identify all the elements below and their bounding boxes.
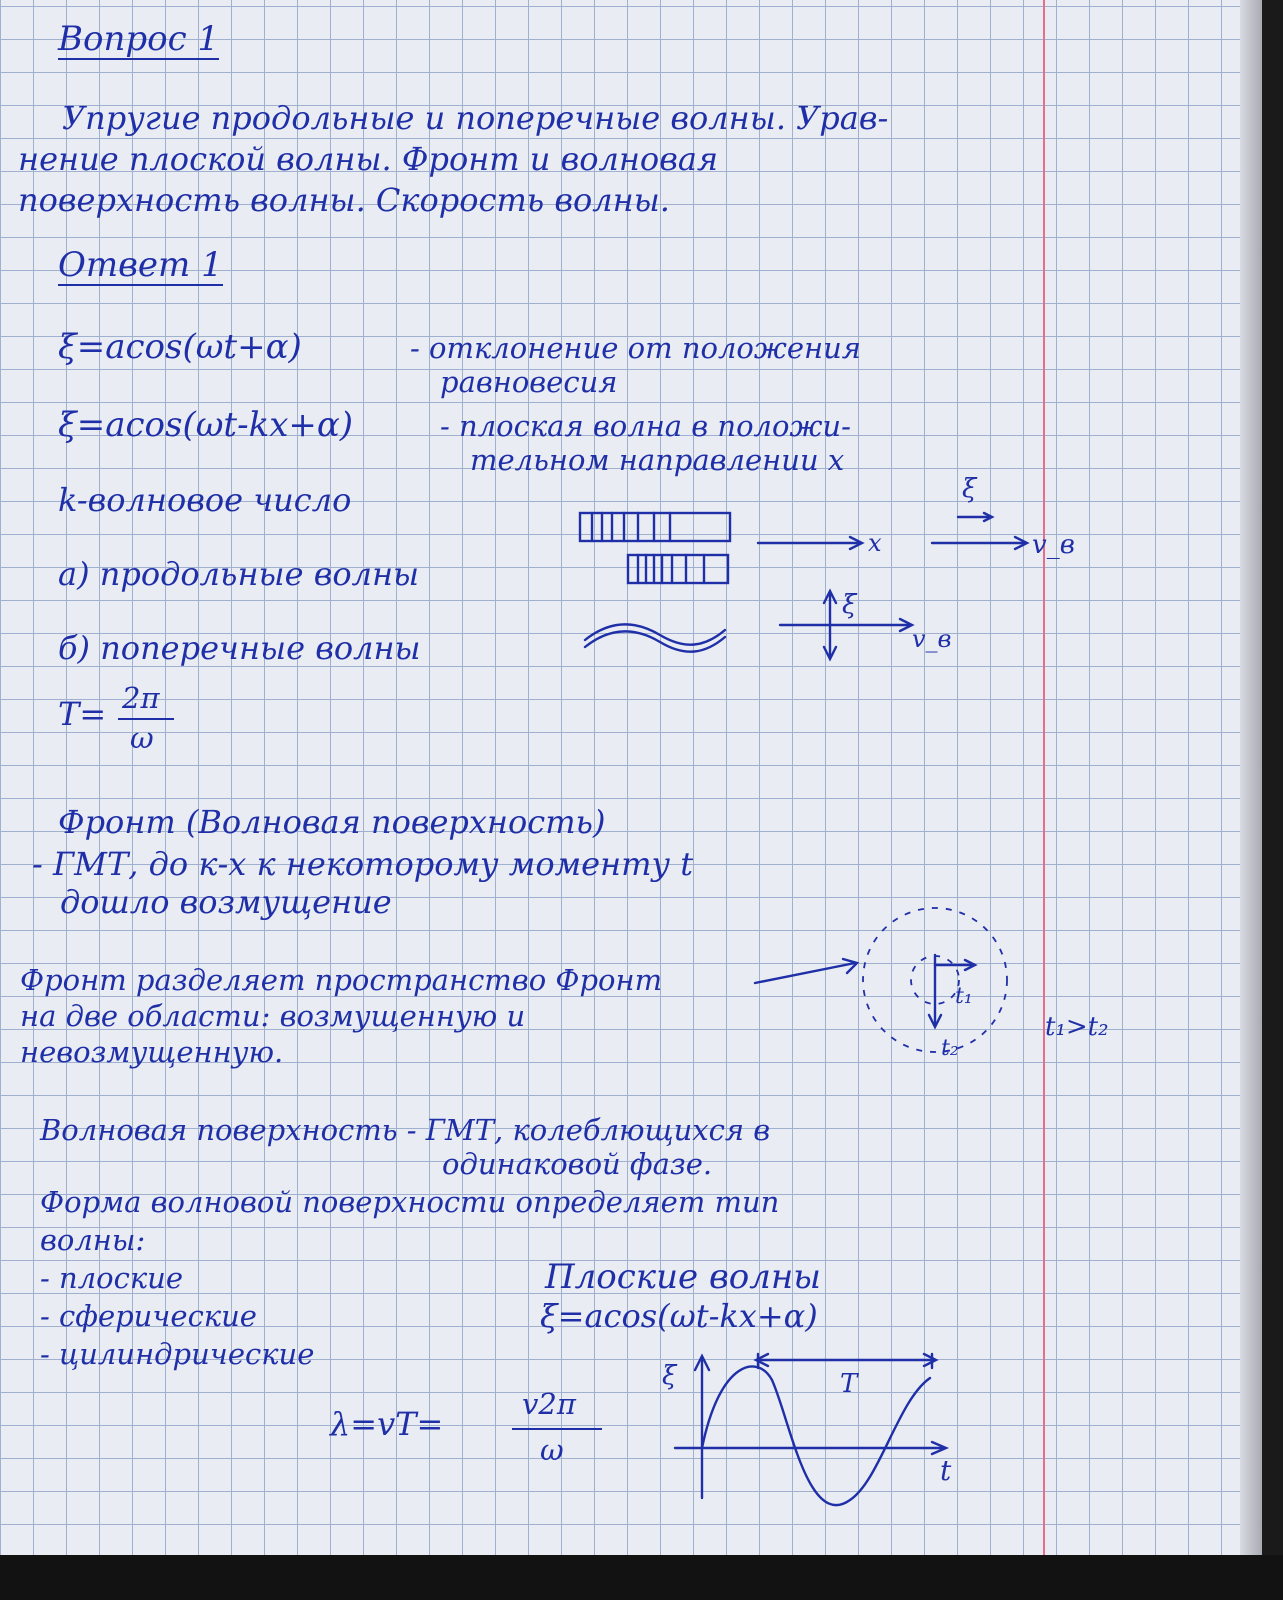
transverse-wave-diagram xyxy=(580,585,1000,670)
front-definition-1: - ГМТ, до к-х к некоторому моменту t xyxy=(32,845,694,883)
period-denominator: ω xyxy=(130,721,154,755)
sine-wave-graph xyxy=(640,1340,980,1520)
longitudinal-waves-item: а) продольные волны xyxy=(58,555,420,593)
graph-t-axis-label: t xyxy=(940,1454,952,1487)
form-line-1: Форма волновой поверхности определяет тип xyxy=(40,1185,780,1219)
question-heading: Вопрос 1 xyxy=(58,19,220,59)
type-cylindrical: - цилиндрические xyxy=(40,1337,315,1371)
wavelength-fraction-bar xyxy=(512,1428,602,1430)
wave-surface-definition-1: Волновая поверхность - ГМТ, колеблющихся в xyxy=(40,1113,771,1147)
wavelength-lhs: λ=vT= xyxy=(330,1405,444,1443)
wave-surface-definition-2: одинаковой фазе. xyxy=(442,1147,713,1181)
page-edge xyxy=(1240,0,1262,1555)
front-divides-3: невозмущенную. xyxy=(20,1035,284,1069)
equation-plane-wave-desc-1: - плоская волна в положи- xyxy=(440,409,851,443)
period-numerator: 2π xyxy=(122,681,160,715)
t1-gt-t2-label: t₁>t₂ xyxy=(1045,1012,1109,1042)
question-line-3: поверхность волны. Скорость волны. xyxy=(18,181,670,219)
plane-waves-title: Плоские волны xyxy=(545,1257,821,1297)
equation-oscillation-desc-2: равновесия xyxy=(440,365,618,399)
velocity-label-transverse: v_в xyxy=(912,625,952,653)
type-spherical: - сферические xyxy=(40,1299,257,1333)
graph-xi-label: ξ xyxy=(662,1361,677,1391)
plane-waves-equation: ξ=acos(ωt-kx+α) xyxy=(540,1297,818,1335)
t2-label: t₂ xyxy=(941,1036,959,1061)
wavelength-denominator: ω xyxy=(540,1433,564,1467)
equation-oscillation-desc-1: - отклонение от положения xyxy=(410,331,861,365)
type-plane: - плоские xyxy=(40,1261,184,1295)
equation-oscillation: ξ=acos(ωt+α) xyxy=(58,327,302,367)
question-line-1: Упругие продольные и поперечные волны. Урав- xyxy=(62,99,889,137)
wavelength-numerator: v2π xyxy=(522,1387,576,1421)
margin-line xyxy=(1043,0,1045,1555)
equation-plane-wave-desc-2: тельном направлении x xyxy=(470,443,845,477)
t1-label: t₁ xyxy=(955,984,973,1009)
xi-label-longitudinal: ξ xyxy=(962,474,977,504)
transverse-waves-item: б) поперечные волны xyxy=(58,629,421,667)
wave-number-definition: k-волновое число xyxy=(58,481,352,519)
front-divides-2: на две области: возмущенную и xyxy=(20,999,526,1033)
period-lhs: T= xyxy=(58,695,107,733)
velocity-label-longitudinal: v_в xyxy=(1032,530,1075,560)
scan-background xyxy=(0,1555,1283,1600)
graph-period-label: T xyxy=(840,1369,858,1399)
period-fraction-bar xyxy=(118,718,174,720)
form-line-2: волны: xyxy=(40,1223,146,1257)
front-definition-2: дошло возмущение xyxy=(60,883,392,921)
xi-label-transverse: ξ xyxy=(842,590,857,620)
answer-heading: Ответ 1 xyxy=(58,245,223,285)
front-title: Фронт (Волновая поверхность) xyxy=(58,803,606,841)
x-axis-label: x xyxy=(868,529,882,557)
question-line-2: нение плоской волны. Фронт и волновая xyxy=(18,140,719,178)
equation-plane-wave: ξ=acos(ωt-kx+α) xyxy=(58,405,354,445)
wavefront-diagram xyxy=(755,895,1135,1075)
front-divides-1: Фронт разделяет пространство Фронт xyxy=(20,963,663,997)
